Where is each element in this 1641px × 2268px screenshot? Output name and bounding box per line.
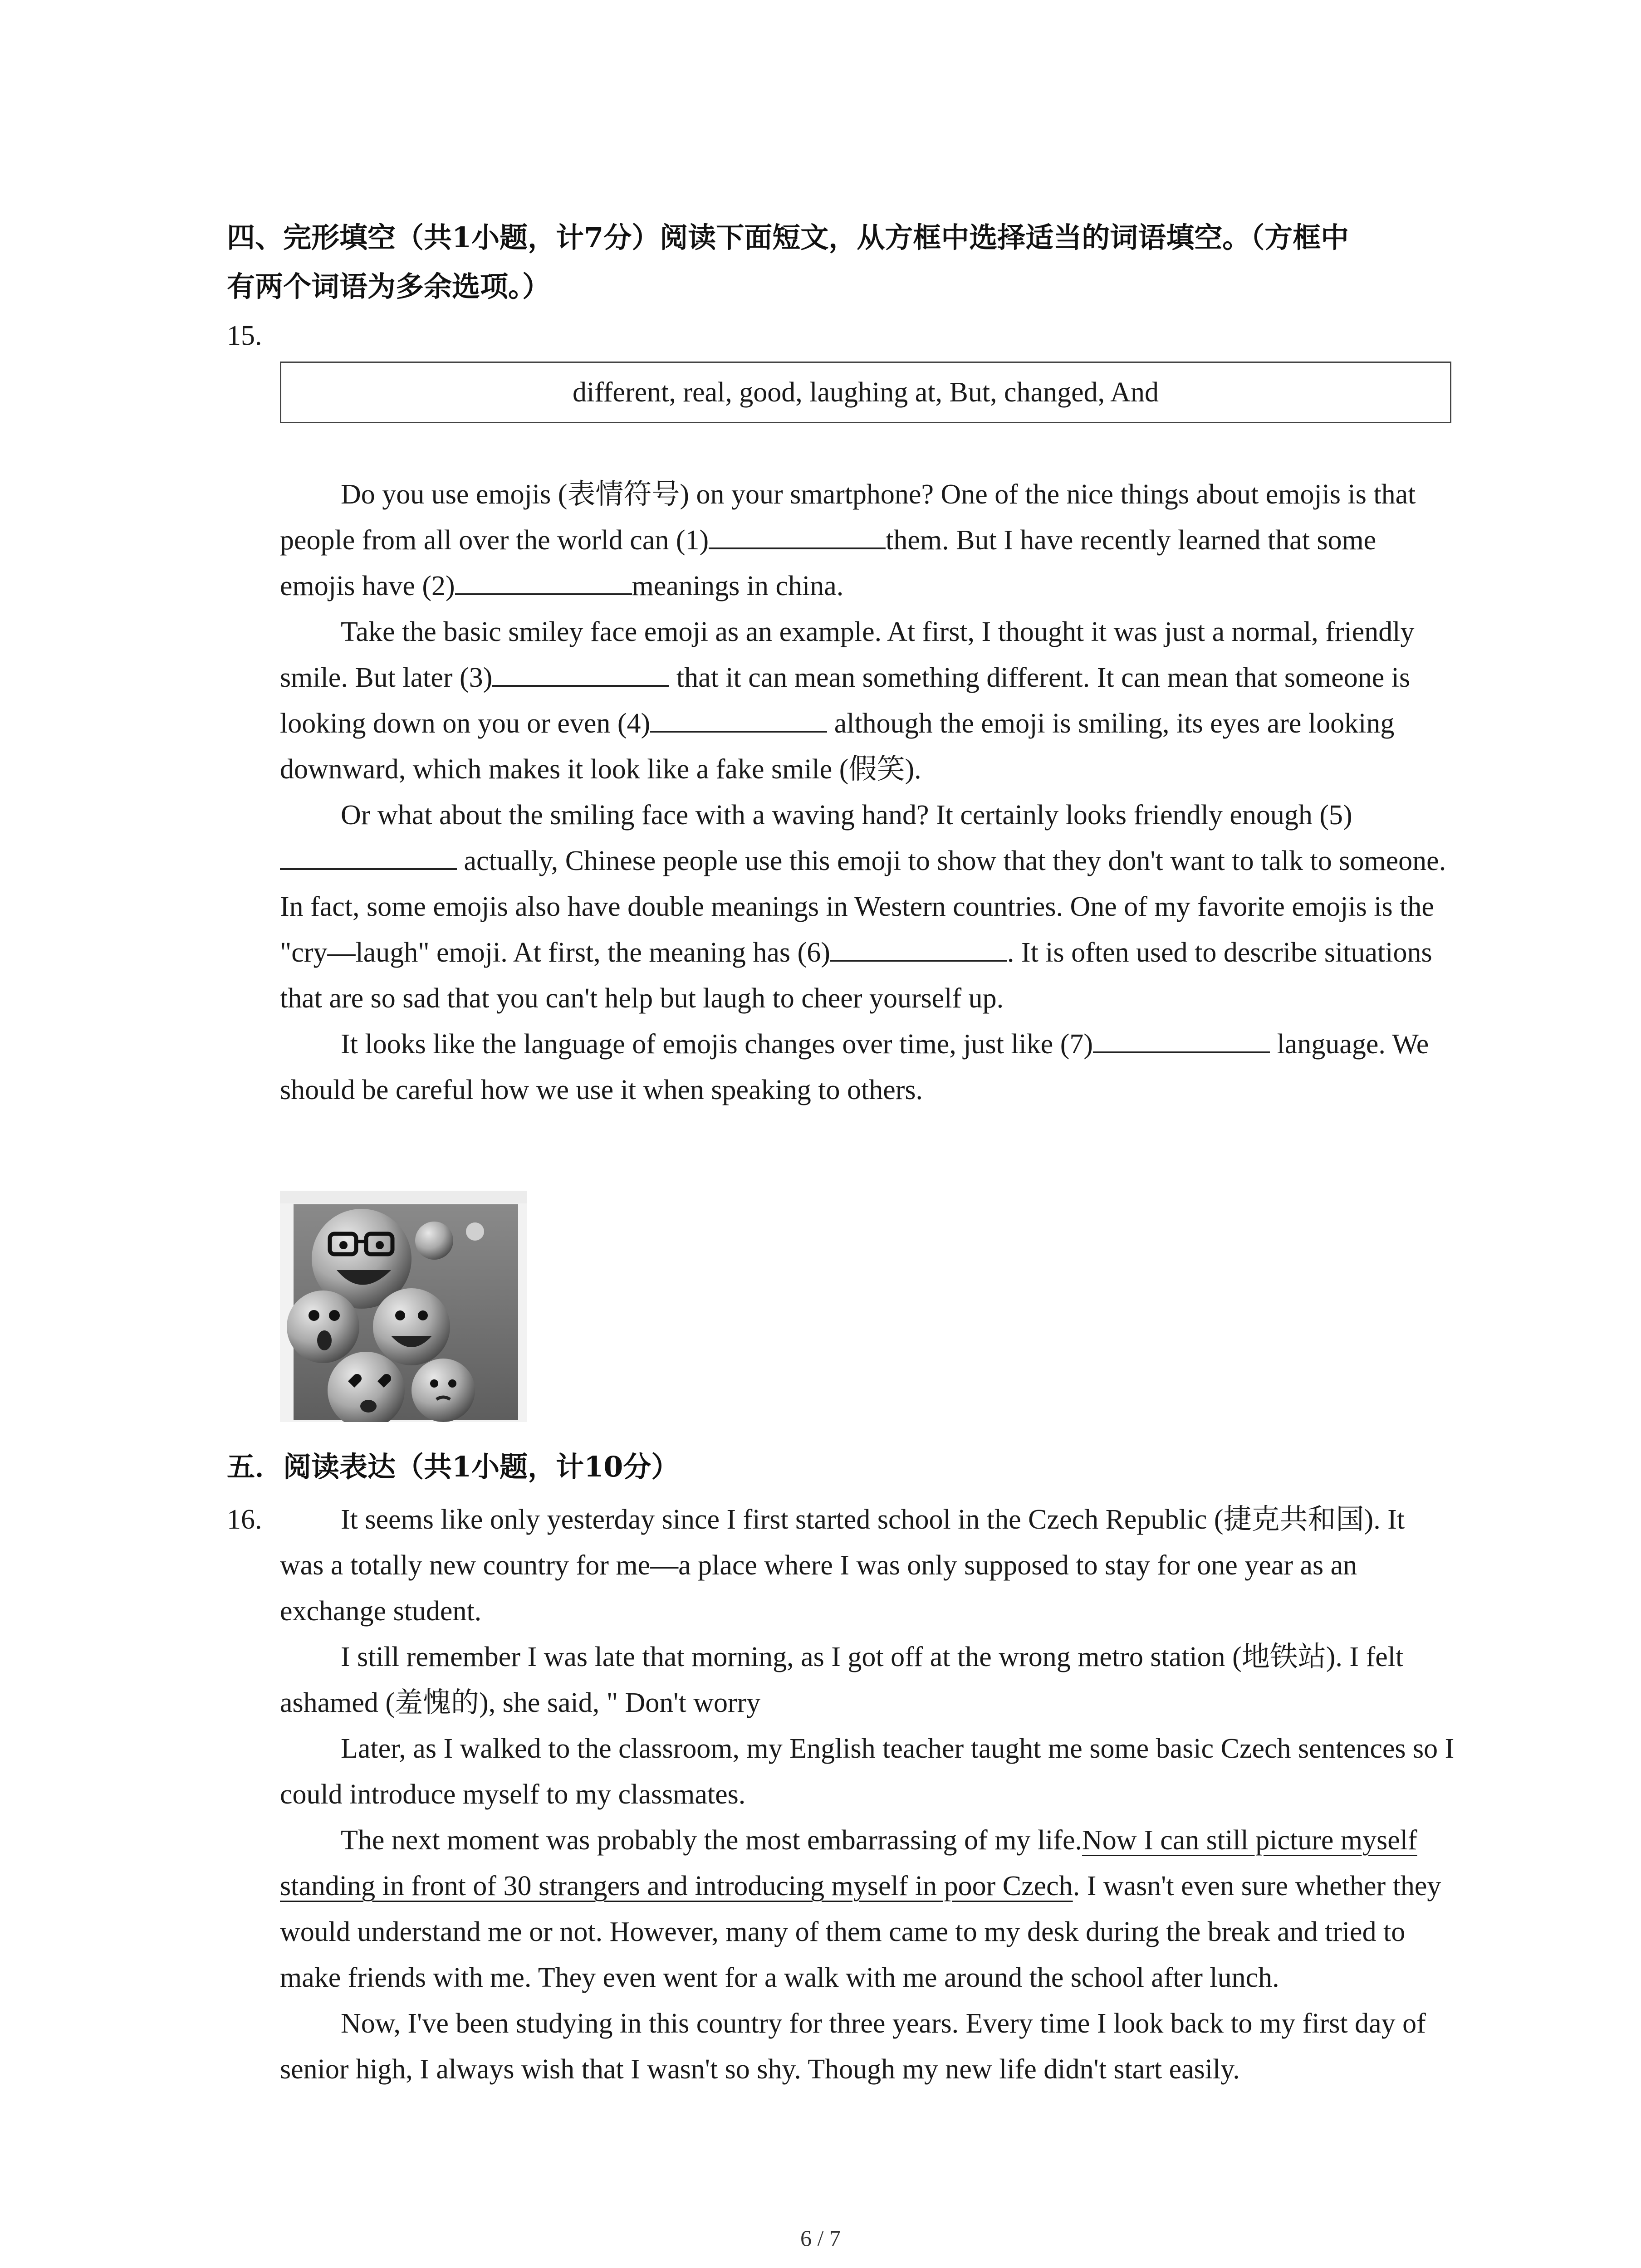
cloze-blank-7[interactable] [1093, 1026, 1270, 1053]
cloze-paragraph-3: Or what about the smiling face with a waving hand? It certainly looks friendly enough (5) actually, Chinese people use this emoji to show that they don't want to talk to someone. In fact, some emojis also have double meanings in Western countries. One of my favorite emojis is the "cry—laugh" emoji. At first, the meaning has (6) . It is often used to describe situations that are so sad that you can't help but laugh to cheer yourself up. [280, 800, 1446, 1014]
reading-paragraph-5: Now, I've been studying in this country for three years. Every time I look back to my first day of senior high, I always wish that I wasn't so shy. Though my new life didn't start easily. [280, 2008, 1426, 2085]
cloze-paragraph-2: Take the basic smiley face emoji as an example. At first, I thought it was just a normal, friendly smile. But later (3) that it can mean something different. It can mean that someone is looking down on you or even (4) although the emoji is smiling, its eyes are looking downward, which makes it look like a fake smile (假笑). [280, 616, 1415, 785]
section-5-heading: 五．阅读表达（共1小题，计10分） [227, 1450, 680, 1483]
cloze-paragraph-4: It looks like the language of emojis changes over time, just like (7) language. We should be careful how we use it when speaking to others. [280, 1022, 1455, 1113]
section-4-heading-line-1: 四、完形填空（共1小题，计7分）阅读下面短文，从方框中选择适当的词语填空。（方框中 [227, 221, 1349, 254]
cloze-blank-2[interactable] [455, 568, 632, 595]
cloze-paragraph-1: Do you use emojis (表情符号) on your smartphone? One of the nice things about emojis is that people from all over the world can (1) them. But I have recently learned that some emojis have (2) meanings in china. [280, 479, 1416, 601]
emoji-balls-illustration [280, 1191, 527, 1422]
reading-passage [280, 1497, 1455, 2092]
section-4-heading [227, 213, 1349, 311]
reading-paragraph-1: It seems like only yesterday since I first started school in the Czech Republic (捷克共和国). It was a totally new country for me—a place where I was only supposed to stay for one year as an exchange student. [280, 1504, 1405, 1627]
underlined-sentence: Now I can still picture myself standing in front of 30 strangers and introducing myself in poor Czech [280, 1825, 1417, 1901]
word-options-box [280, 362, 1451, 423]
cloze-blank-5[interactable] [280, 843, 457, 870]
question-16-number: 16. [227, 1504, 262, 1535]
reading-paragraph-2: I still remember I was late that morning, as I got off at the wrong metro station (地铁站). I felt ashamed (羞愧的), she said, " Don't worry [280, 1642, 1404, 1718]
reading-paragraph-3: Later, as I walked to the classroom, my English teacher taught me some basic Czech sentences so I could introduce myself to my classmates. [280, 1733, 1455, 1810]
reading-paragraph-4: The next moment was probably the most embarrassing of my life.Now I can still picture myself standing in front of 30 strangers and introducing myself in poor Czech. I wasn't even sure whether they would understand me or not. However, many of them came to my desk during the break and tried to make friends with me. They even went for a walk with me around the school after lunch. [280, 1825, 1441, 1993]
cloze-blank-6[interactable] [830, 934, 1007, 962]
cloze-passage [280, 472, 1455, 1113]
page-number: 6 / 7 [800, 2225, 841, 2251]
cloze-blank-4[interactable] [650, 705, 827, 733]
word-options-text: different, real, good, laughing at, But, changed, And [573, 376, 1159, 408]
emoji-balls-photo [280, 1191, 527, 1422]
cloze-blank-1[interactable] [709, 522, 886, 549]
question-15-number: 15. [227, 320, 262, 351]
section-4-heading-line-2: 有两个词语为多余选项。） [227, 270, 551, 303]
cloze-blank-3[interactable] [492, 660, 669, 687]
